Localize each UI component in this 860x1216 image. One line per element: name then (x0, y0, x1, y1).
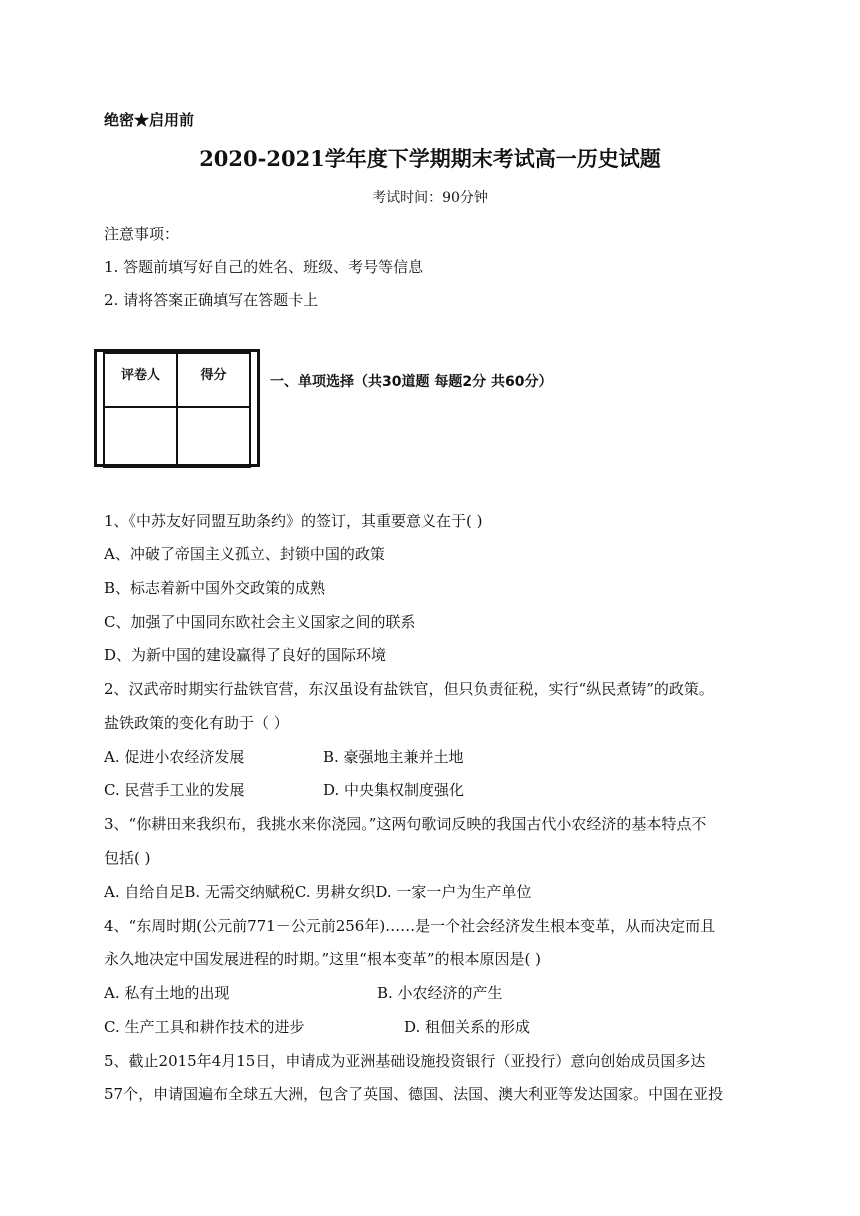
question-option: B. 豪强地主兼并土地 (323, 748, 464, 766)
page-title: 2020-2021学年度下学期期末考试高一历史试题 (199, 146, 661, 171)
reviewer-cell (104, 407, 177, 467)
exam-time: 考试时间：90分钟 (372, 190, 488, 206)
question-stem: 3、“你耕田来我织布，我挑水来你浇园。”这两句歌词反映的我国古代小农经济的基本特点不 (104, 815, 707, 833)
question-option: B、标志着新中国外交政策的成熟 (104, 579, 326, 597)
question-option: A. 促进小农经济发展 (104, 748, 245, 766)
question-stem: 2、汉武帝时期实行盐铁官营，东汉虽设有盐铁官，但只负责征税，实行“纵民煮铸”的政策。 (104, 680, 714, 698)
score-label: 得分 (177, 353, 250, 407)
classification-label: 绝密★启用前 (104, 111, 195, 129)
question-stem: 5、截止2015年4月15日，申请成为亚洲基础设施投资银行（亚投行）意向创始成员国多达 (104, 1052, 706, 1070)
reviewer-label: 评卷人 (104, 353, 177, 407)
question-option: A、冲破了帝国主义孤立、封锁中国的政策 (104, 545, 385, 563)
question-option: C、加强了中国同东欧社会主义国家之间的联系 (104, 613, 416, 631)
note-item: 1. 答题前填写好自己的姓名、班级、考号等信息 (104, 258, 424, 276)
question-option: D、为新中国的建设赢得了良好的国际环境 (104, 646, 387, 664)
question-option: C. 生产工具和耕作技术的进步 (104, 1018, 305, 1036)
question-option: C. 民营手工业的发展 (104, 781, 245, 799)
question-stem: 4、“东周时期(公元前771－公元前256年)……是一个社会经济发生根本变革，从而决定而且 (104, 917, 716, 935)
score-table (103, 352, 251, 468)
section-title: 一、单项选择（共30道题 每题2分 共60分） (270, 374, 553, 390)
question-option: A. 私有土地的出现 (104, 984, 230, 1002)
question-stem: 永久地决定中国发展进程的时期。”这里“根本变革”的根本原因是( ) (104, 950, 541, 968)
question-stem: 57个，申请国遍布全球五大洲，包含了英国、德国、法国、澳大利亚等发达国家。中国在亚投 (104, 1085, 724, 1103)
question-stem: 包括( ) (104, 849, 151, 867)
question-option: A. 自给自足B. 无需交纳赋税C. 男耕女织D. 一家一户为生产单位 (104, 883, 532, 901)
question-option: B. 小农经济的产生 (377, 984, 503, 1002)
question-stem: 盐铁政策的变化有助于（ ） (104, 714, 289, 732)
notes-heading: 注意事项： (104, 225, 180, 243)
score-cell (177, 407, 250, 467)
question-option: D. 中央集权制度强化 (323, 781, 465, 799)
question-option: D. 租佃关系的形成 (404, 1018, 531, 1036)
question-stem: 1、《中苏友好同盟互助条约》的签订，其重要意义在于( ) (104, 512, 483, 530)
note-item: 2. 请将答案正确填写在答题卡上 (104, 291, 319, 309)
